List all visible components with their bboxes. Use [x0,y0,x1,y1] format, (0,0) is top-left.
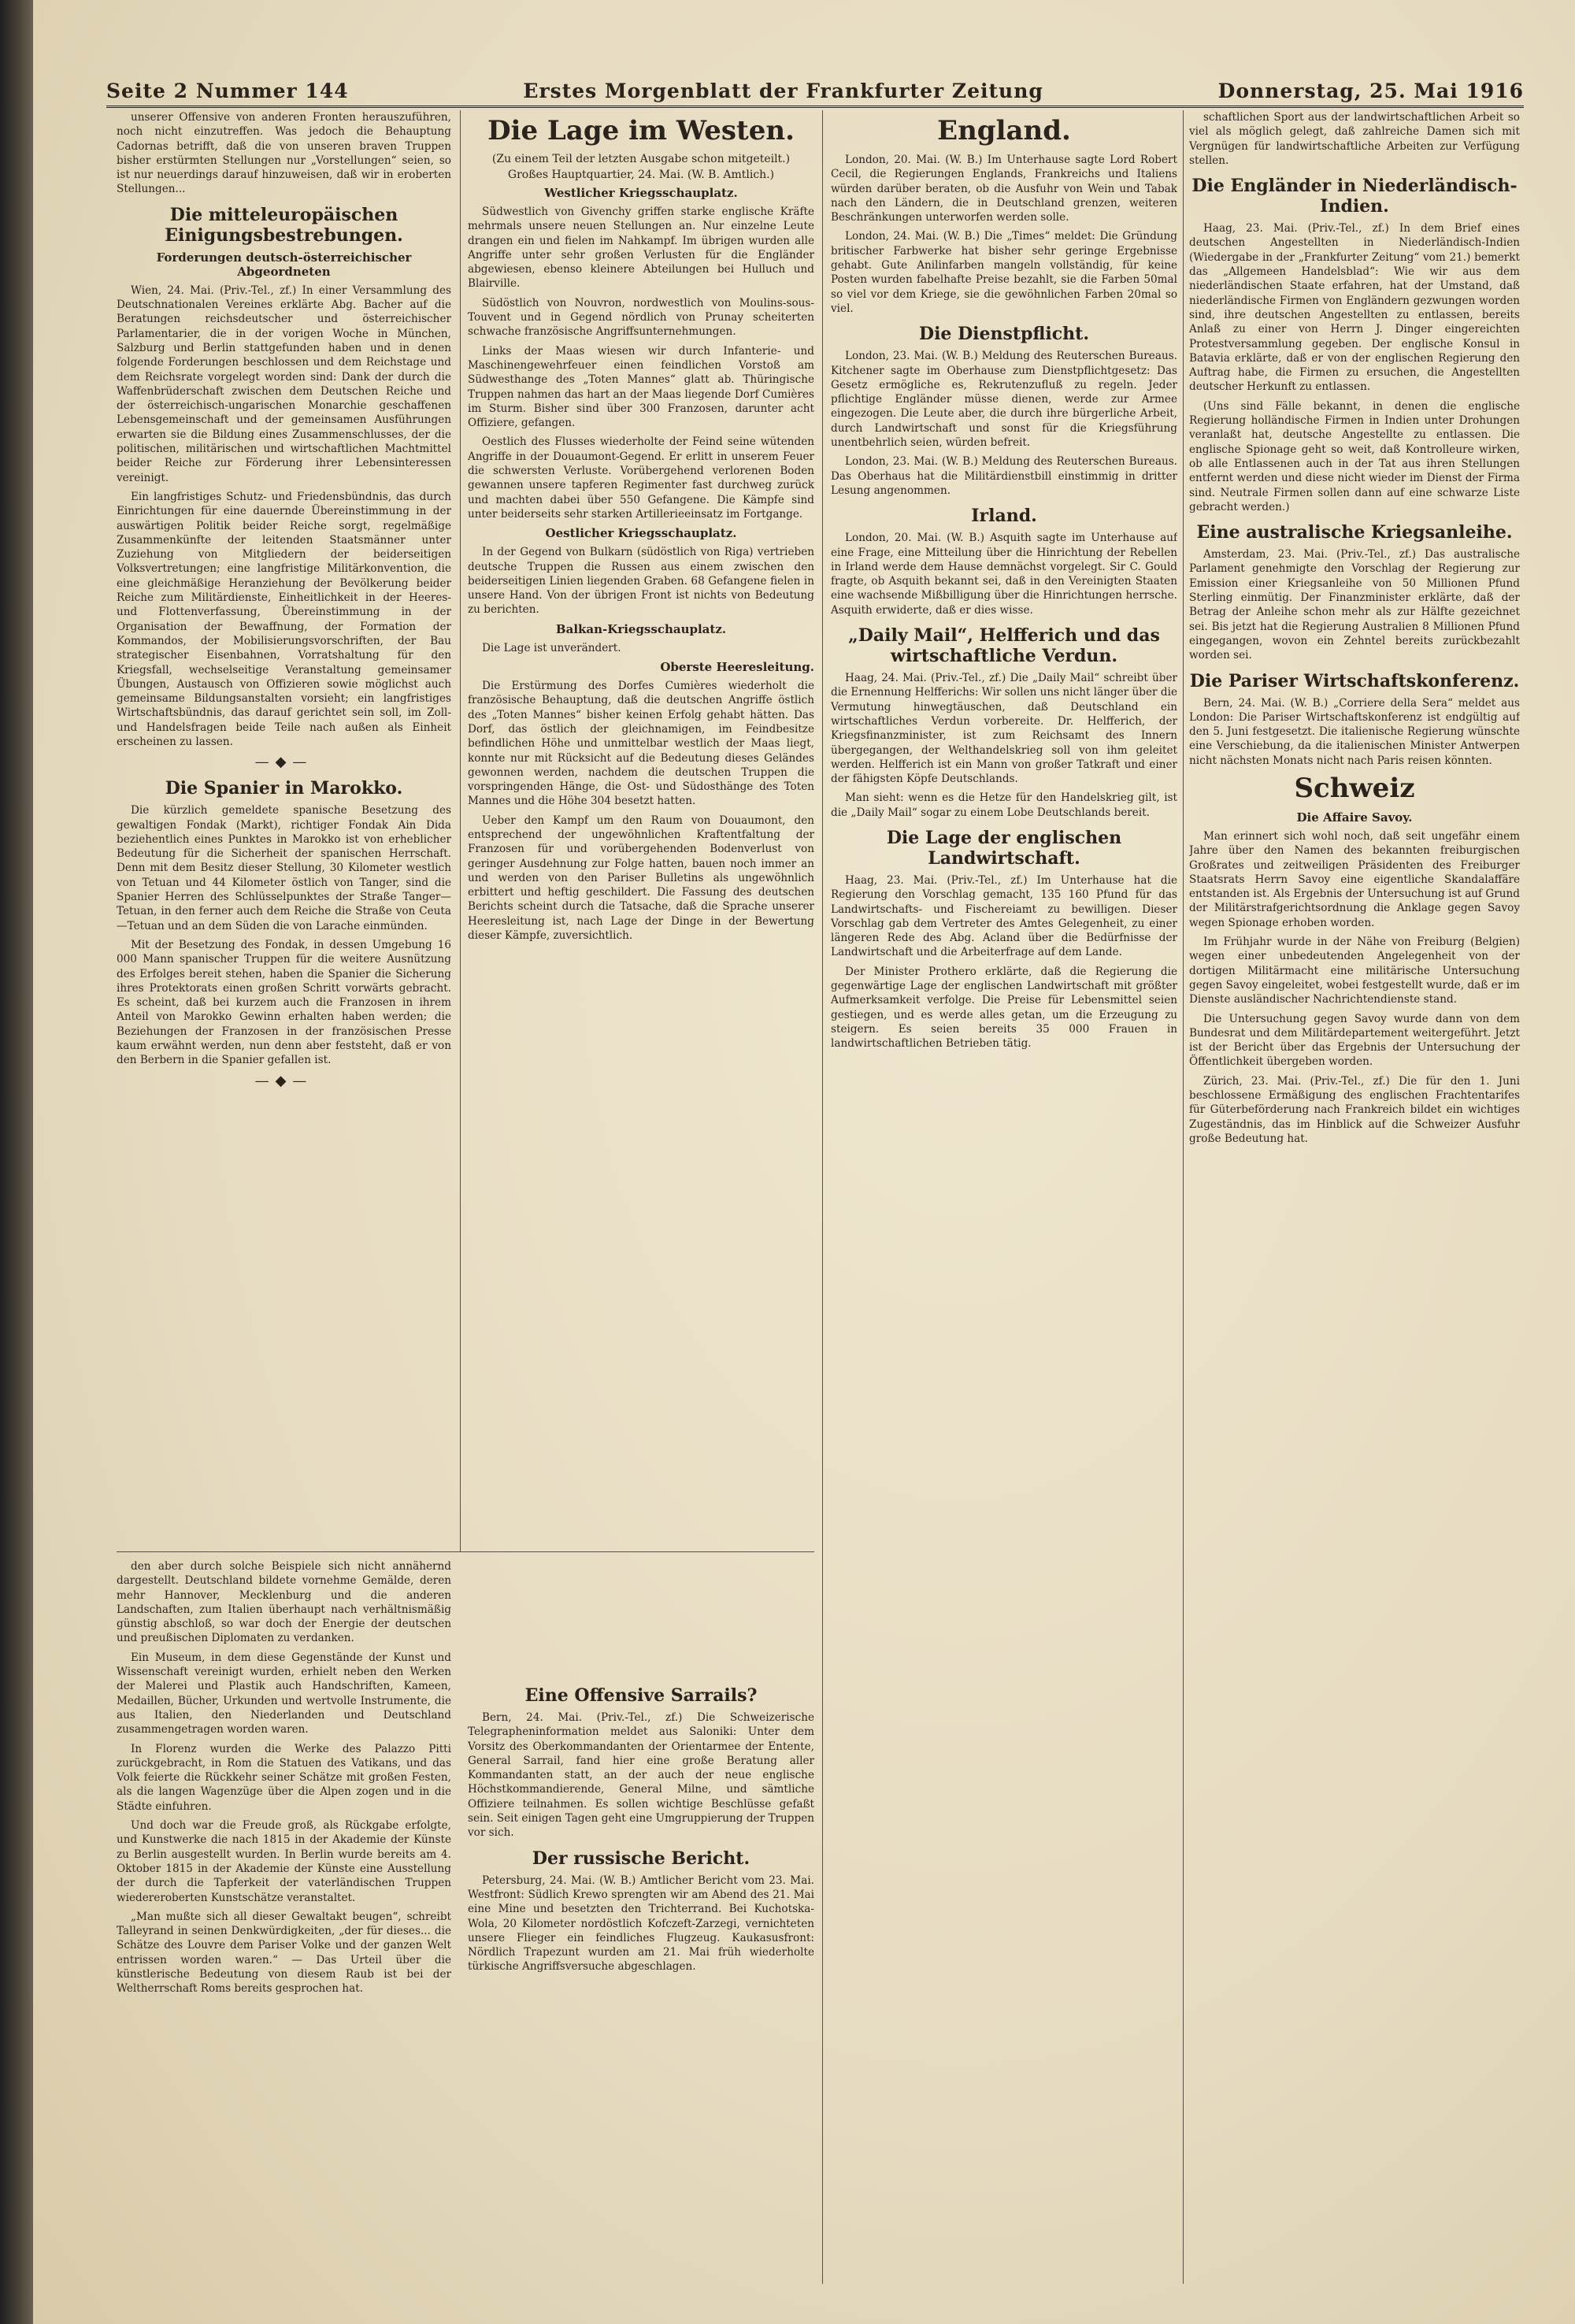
article-paragraph: Links der Maas wiesen wir durch Infanterie- und Maschinengewehrfeuer einen feindlichen Vorstoß am Südwesthange des „Toten Mannes“ glatt ab. Thüringische Truppen nahmen das hart an der Maas liegende Dorf Cumières im Sturm. Bisher sind über 300 Franzosen, darunter acht Offiziere, gefangen. [468,344,814,430]
column-rule [822,110,823,2284]
masthead [106,68,1524,108]
article-note: (Zu einem Teil der letzten Ausgabe schon mitgeteilt.) [491,153,791,165]
article-signature: Oberste Heeresleitung. [660,660,814,675]
article-paragraph: London, 23. Mai. (W. B.) Meldung des Reuterschen Bureaus. Kitchener sagte im Oberhause zum Dienstpflichtgesetz: Das Gesetz ermögliche es, Rekrutenzufluß zu regeln. Jeder pflichtige Engländer müsse dienen, werde zur Armee eingezogen. Die Leute aber, die durch ihre bürgerliche Arbeit, durch Landwirtschaft und sonst für die Kriegsführung unentbehrlich seien, würden befreit. [831,350,1177,450]
feuilleton-section [117,1559,451,2174]
article-heading: Schweiz [1294,772,1415,804]
column-3 [831,110,1177,2284]
column-2 [468,110,814,1677]
article-paragraph: Man sieht: wenn es die Hetze für den Handelskrieg gilt, ist die „Daily Mail“ sogar zu einem Lobe Deutschlands bereit. [831,791,1177,819]
article-paragraph: Man erinnert sich wohl noch, daß seit ungefähr einem Jahre über den Namen des bekannten freiburgischen Großrates und zeitweiligen Präsidenten des Freiburger Staatsrats Herrn Savoy eine eigentliche Skandalaffäre entstanden ist. Als Ergebnis der Untersuchung ist auf Grund der Militärstrafgerichtsordnung die Anklage gegen Savoy wegen Spionage erhoben worden. [1189,829,1520,929]
article-paragraph: Im Frühjahr wurde in der Nähe von Freiburg (Belgien) wegen einer unbedeutenden Angelegenheit von der dortigen Militärmacht eine militärische Untersuchung gegen Savoy eingeleitet, wobei festgestellt wurde, daß er im Dienste ausländischer Nachrichtendienste stand. [1189,936,1520,1006]
article-paragraph: Südöstlich von Nouvron, nordwestlich von Moulins-sous-Touvent und in Gegend nördlich von Prunay scheiterten schwache französische Angriffsunternehmungen. [468,296,814,339]
article-paragraph: London, 23. Mai. (W. B.) Meldung des Reuterschen Bureaus. Das Oberhaus hat die Militärdienstbill einstimmig in dritter Lesung angenommen. [831,455,1177,497]
article-heading: Die Lage im Westen. [487,115,795,146]
article-continuation: unserer Offensive von anderen Fronten herauszuführen, noch nicht einzutreffen. Was jedoch die Behauptung Cadornas betrifft, daß die von unseren braven Truppen bisher erstürmten Stellungen nur „Vorstellungen“ seien, so ist nur neuerdings darauf hinzuweisen, daß wir in eroberten Stellungen... [117,111,451,196]
article-paragraph: Ueber den Kampf um den Raum von Douaumont, den entsprechend der ungewöhnlichen Kraftentfaltung der Franzosen für und vorübergehenden Bodenverlust von geringer Ausdehnung zur Folge hatten, bauen noch immer an und werden von den Pariser Bulletins als ungewöhnlich erbittert und heftig geschildert. Die Fassung des deutschen Berichts scheint durch die Tatsache, daß die Sprache unserer Heeresleitung ist, nach Lage der Dinge in der Bewertung dieser Kämpfe, zuversichtlich. [468,814,814,943]
article-paragraph: Südwestlich von Givenchy griffen starke englische Kräfte mehrmals unsere neuen Stellungen an. Nur einzelne Leute drangen ein und fielen im Nahkampf. Im übrigen wurden alle Angriffe unter sehr großen Verlusten für die Engländer abgewiesen, ebenso kleinere Abteilungen bei Hulluch und Blairville. [468,206,814,291]
article-heading: Die mitteleuropäischen Einigungsbestrebungen. [165,204,403,246]
book-binding [0,0,33,2324]
article-heading: Die Engländer in Niederländisch-Indien. [1191,176,1518,217]
article-heading: Irland. [971,506,1037,527]
article-paragraph: Petersburg, 24. Mai. (W. B.) Amtlicher Bericht vom 23. Mai. Westfront: Südlich Krewo sprengten wir am Abend des 21. Mai eine Mine und besetzten den Trichterrand. Bei Kuchotska-Wola, 20 Kilometer nordöstlich Kofczeft-Zarzegi, vernichteten unsere Flieger ein feindliches Flugzeug. Kaukasusfront: Nördlich Trapezunt wurden am 21. Mai früh wiederholte türkische Angriffsversuche abgeschlagen. [468,1874,814,1974]
article-paragraph: London, 24. Mai. (W. B.) Die „Times“ meldet: Die Gründung britischer Farbwerke hat bisher sehr geringe Ergebnisse gehabt. Gute Anilinfarben mangeln vollständig, für keine Posten wurden fabelhafte Preise bezahlt, sie die Farben 50mal so viel vor dem Kriege, sie die gewöhnlichen Farben 20mal so viel. [831,230,1177,315]
column-4 [1189,110,1520,2284]
feuilleton-paragraph: Ein Museum, in dem diese Gegenstände der Kunst und Wissenschaft vereinigt wurden, erhielt neben den Werken der Malerei und Plastik auch Handschriften, Kameen, Medaillen, Bücher, Urkunden und wertvolle Instrumente, die aus Italien, den Niederlanden und Deutschland zusammengetragen worden waren. [117,1651,451,1737]
article-subheading: Oestlicher Kriegsschauplatz. [545,526,737,541]
article-paragraph: Die Lage ist unverändert. [482,641,621,654]
feuilleton-paragraph: In Florenz wurden die Werke des Palazzo Pitti zurückgebracht, in Rom die Statuen des Vatikans, und das Volk feierte die Rückkehr seiner Schätze mit großen Festen, als die langen Wagenzüge über die Alpen zogen und in die Städte einfuhren. [117,1742,451,1813]
article-paragraph: Amsterdam, 23. Mai. (Priv.-Tel., zf.) Das australische Parlament genehmigte den Vorschlag der Regierung zur Emission einer Kriegsanleihe von 50 Millionen Pfund Sterling einmütig. Der Finanzminister erklärte, daß der Betrag der Anleihe schon mehr als zur Hälfte gezeichnet sei. Bis jetzt hat die Regierung Australien 8 Millionen Pfund eingegangen, wovon ein Zehntel bereits zurückbezahlt worden sei. [1189,548,1520,662]
article-continuation: schaftlichen Sport aus der landwirtschaftlichen Arbeit so viel als möglich gelegt, daß zahlreiche Damen sich mit Vergnügen für landwirtschaftliche Arbeiten zur Verfügung stellen. [1189,111,1520,167]
masthead-date: Donnerstag, 25. Mai 1916 [1217,80,1524,102]
masthead-title: Erstes Morgenblatt der Frankfurter Zeitung [523,80,1043,102]
masthead-page-number: Seite 2 Nummer 144 [106,80,349,102]
article-heading: Die Pariser Wirtschaftskonferenz. [1189,670,1520,691]
article-paragraph: Der Minister Prothero erklärte, daß die Regierung die gegenwärtige Lage der englischen Landwirtschaft mit größter Aufmerksamkeit verfolge. Die Preise für Lebensmittel seien gestiegen, und es werde alles getan, um die Erzeugung zu steigern. Es seien bereits 35 000 Frauen in landwirtschaftlichen Betrieben tätig. [831,965,1177,1051]
article-heading: Eine Offensive Sarrails? [524,1685,758,1706]
column-rule [460,110,461,1551]
article-paragraph: Die Untersuchung gegen Savoy wurde dann von dem Bundesrat und dem Militärdepartement weitergeführt. Jetzt ist der Bericht über das Ergebnis der Untersuchung der Öffentlichkeit übergeben worden. [1189,1012,1520,1069]
article-paragraph: Die Erstürmung des Dorfes Cumières wiederholt die französische Behauptung, daß die deutschen Angriffe östlich des „Toten Mannes“ bisher keinen Erfolg gehabt hätten. Das Dorf, das östlich der gleichnamigen, im Feindbesitze befindlichen Höhe und unmittelbar westlich der Maas liegt, konnte nur mit Rücksicht auf die Bedeutung dieses Geländes gewonnen werden, nachdem die deutschen Truppen die vorspringenden Hänge, die Ost- und Südosthänge des Toten Mannes und die Höhe 304 besetzt hatten. [468,680,814,808]
section-ornament: —◆— [254,1072,313,1089]
article-dateline: Großes Hauptquartier, 24. Mai. (W. B. Amtlich.) [507,169,775,181]
article-paragraph: In der Gegend von Bulkarn (südöstlich von Riga) vertrieben deutsche Truppen die Russen aus einem zwischen den beiderseitigen Linien liegenden Graben. 68 Gefangene fielen in unsere Hand. Von der übrigen Front ist nichts von Bedeutung zu berichten. [468,546,814,617]
article-paragraph: Oestlich des Flusses wiederholte der Feind seine wütenden Angriffe in der Douaumont-Gegend. Er erlitt in unserem Feuer die schwersten Verluste. Vorübergehend verlorenen Boden gewannen unsere tapferen Regimenter fast durchweg zurück und machten dabei über 550 Gefangene. Die Kämpfe sind unter beiderseits sehr starken Artillerieeinsatz im Fortgange. [468,436,814,521]
column-2-lower [468,1677,814,2174]
article-heading: „Daily Mail“, Helfferich und das wirtschaftliche Verdun. [848,625,1160,667]
article-heading: Die Lage der englischen Landwirtschaft. [886,827,1122,869]
article-subheading: Westlicher Kriegsschauplatz. [544,186,738,200]
article-heading: Die Spanier in Marokko. [165,778,403,799]
article-paragraph: (Uns sind Fälle bekannt, in denen die englische Regierung holländische Firmen in Indien unter Drohungen veranlaßt hat, deutsche Angestellte zu entlassen. Die englische Spionage geht so weit, daß Kontrolleure wirken, ob alle Entlassenen auch in der Tat aus ihren Stellungen entfernt werden und diese nicht wieder im Dienst der Firma sind. Neutrale Firmen sollen dann auf eine schwarze Liste gebracht werden.) [1189,399,1520,513]
article-subheading: Forderungen deutsch-österreichischer Abgeordneten [156,250,412,279]
article-heading: Der russische Bericht. [532,1848,750,1869]
feuilleton-paragraph: den aber durch solche Beispiele sich nicht annähernd dargestellt. Deutschland bildete vornehme Gemälde, deren mehr Hannover, Mecklenburg und die anderen Landschaften, zum Italien überhaupt nach verhältnismäßig günstig abschloß, so war doch der Energie der deutschen und preußischen Diplomaten zu verdanken. [117,1560,451,1645]
article-subheading: Balkan-Kriegsschauplatz. [555,621,727,636]
article-heading: Die Dienstpflicht. [918,324,1089,345]
article-paragraph: Haag, 23. Mai. (Priv.-Tel., zf.) Im Unterhause hat die Regierung den Vorschlag gemacht, 135 160 Pfund für das Landwirtschafts- und Fischereiamt zu bewilligen. Dieser Vorschlag gab dem Vertreter des Amtes Gelegenheit, zu einer längeren Rede des Abg. Acland über die Bedürfnisse der Landwirtschaft und die Arbeiterfrage auf dem Lande. [831,873,1177,959]
article-paragraph: Ein langfristiges Schutz- und Friedensbündnis, das durch Einrichtungen für eine dauernde Übereinstimmung in der auswärtigen Politik beider Reiche sorgt, regelmäßige Zusammenkünfte der leitenden Staatsmänner unter Zuziehung von Mitgliedern der beiderseitigen Volksvertretungen; eine langfristige Militärkonvention, die eine gleichmäßige Heranziehung der Bevölkerung beider Reiche zum Militärdienste, Einheitlichkeit in der Heeres- und Flottenverfassung, Übereinstimmung in der Organisation der Bewaffnung, der Formation der Kommandos, der Mobilisierungsvorschriften, der Bau strategischer Eisenbahnen, Vorratshaltung für den Kriegsfall, wechselseitige Veranstaltung gemeinsamer Übungen, Austausch von Offizieren sowie möglichst auch gemeinsame Bildungsanstalten vorsieht; ein langfristiges Wirtschaftsbündnis, das darauf gerichtet sein soll, im Zoll- und Handelsfragen beide Teile nach außen als Einheit erscheinen zu lassen. [117,490,451,748]
article-paragraph: Bern, 24. Mai. (W. B.) „Corriere della Sera“ meldet aus London: Die Pariser Wirtschaftskonferenz ist endgültig auf den 5. Juni festgesetzt. Die italienische Regierung wünschte eine Verschiebung, da die italienischen Minister Antwerpen nicht nächsten Monats nicht nach Paris reisen könnten. [1189,696,1520,767]
article-subheading: Die Affaire Savoy. [1296,810,1413,825]
article-paragraph: Zürich, 23. Mai. (Priv.-Tel., zf.) Die für den 1. Juni beschlossene Ermäßigung des englischen Frachtentarifes für Güterbeförderung nach Frankreich bildet ein wichtiges Zugeständnis, das im Hinblick auf die Schweizer Ausfuhr große Bedeutung hat. [1189,1074,1520,1145]
feuilleton-paragraph: Und doch war die Freude groß, als Rückgabe erfolgte, und Kunstwerke die nach 1815 in der Akademie der Künste zu Berlin ausgestellt wurden. In Berlin wurde bereits am 4. Oktober 1815 in der Akademie der Künste eine Ausstellung der durch die Tapferkeit der vaterländischen Truppen wiedereroberten Kunstschätze veranstaltet. [117,1819,451,1904]
feuilleton-paragraph: „Man mußte sich all dieser Gewaltakt beugen“, schreibt Talleyrand in seinen Denkwürdigkeiten, „der für dieses... die Schätze des Louvre dem Pariser Volke und der ganzen Welt entrissen worden waren.“ — Das Urteil über die künstlerische Bedeutung von diesem Raub ist bei der Weltherrschaft Roms bereits gesprochen hat. [117,1910,451,1996]
article-paragraph: Bern, 24. Mai. (Priv.-Tel., zf.) Die Schweizerische Telegrapheninformation meldet aus Saloniki: Unter dem Vorsitz des Oberkommandanten der Orientarmee der Entente, General Sarrail, fand hier eine große Beratung aller Kommandanten statt, an der auch der neue englische Höchstkommandierende, General Milne, und sämtliche Offiziere teilnahmen. Es sollen wichtige Beschlüsse gefaßt sein. Seit einigen Tagen geht eine Umgruppierung der Truppen vor sich. [468,1711,814,1840]
article-paragraph: London, 20. Mai. (W. B.) Im Unterhause sagte Lord Robert Cecil, die Regierungen Englands, Frankreichs und Italiens würden darüber beraten, ob die Ausfuhr von Wein und Tabak nach den Ländern, die in Deutschland grenzen, weiteren Beschränkungen unterworfen werden solle. [831,154,1177,224]
column-rule [1183,110,1184,2284]
article-paragraph: Haag, 24. Mai. (Priv.-Tel., zf.) Die „Daily Mail“ schreibt über die Ernennung Helfferichs: Wir sollen uns nicht länger über die Vermutung hinwegtäuschen, daß Deutschland ein wirtschaftliches Verdun vorbereite. Dr. Helfferich, der Kriegsfinanzminister, ist zum Reichsamt des Innern übergegangen, der Welthandelskrieg soll von ihm geleitet werden. Helfferich ist ein Mann von großer Tatkraft und einer der fähigsten Köpfe Deutschlands. [831,672,1177,786]
article-paragraph: Haag, 23. Mai. (Priv.-Tel., zf.) In dem Brief eines deutschen Angestellten in Niederländisch-Indien (Wiedergabe in der „Frankfurter Zeitung“ vom 21.) bemerkt das „Allgemeen Handelsblad“: Wie wir aus dem niederländischen Staate erfahren, hat der Umstand, daß niederländische Firmen von Engländern gezwungen worden sind, ihre deutschen Angestellten zu entlassen, bereits Anlaß zu einer von Herrn J. Dinger eingereichten Protestversammlung gegeben. Der englische Konsul in Batavia erklärte, daß er von der englischen Regierung den Auftrag habe, die Firmen zu ersuchen, die Angestellten deutscher Herkunft zu entlassen. [1189,222,1520,394]
article-paragraph: Mit der Besetzung des Fondak, in dessen Umgebung 16 000 Mann spanischer Truppen für die weitere Ausnützung des Erfolges bereit stehen, haben die Spanier die Sicherung ihres Protektorats einen großen Schritt vorwärts gebracht. Es scheint, daß bei kurzem auch die Franzosen in ihrem Anteil von Marokko Gewinn erhalten haben werden; die Beziehungen der Franzosen in der französischen Presse kaum erwähnt werden, nun denn aber feststeht, daß er von den Berbern in die Spanier gefallen ist. [117,938,451,1067]
article-paragraph: London, 20. Mai. (W. B.) Asquith sagte im Unterhause auf eine Frage, eine Mitteilung über die Hinrichtung der Rebellen in Irland werde dem Hause demnächst vorgelegt. Sir C. Gould fragte, ob Asquith bekannt sei, daß in den Vereinigten Staaten eine wachsende Mißbilligung über die Hinrichtungen herrsche. Asquith erwiderte, daß er dies wisse. [831,532,1177,617]
article-paragraph: Die kürzlich gemeldete spanische Besetzung des gewaltigen Fondak (Markt), richtiger Fondak Ain Dida beziehentlich eines Punktes in Marokko ist von erheblicher Bedeutung für die Sicherheit der spanischen Herrschaft. Denn mit dem Besitz dieser Stellung, 30 Kilometer westlich von Tetuan und 44 Kilometer östlich von Tanger, sind die Spanier Herren des Schlüsselpunktes der Straße Tanger—Tetuan, in den ferner auch dem Reiche die Straße von Ceuta—Tetuan und an dem Süden die von Larache einmünden. [117,804,451,932]
section-ornament: —◆— [254,754,313,771]
article-paragraph: Wien, 24. Mai. (Priv.-Tel., zf.) In einer Versammlung des Deutschnationalen Vereines erklärte Abg. Bacher auf die Beratungen reichsdeutscher und österreichischer Parlamentarier, die in der vorigen Woche in München, Salzburg und Berlin stattgefunden haben und in denen folgende Forderungen beschlossen und dem Reichstage und dem Reichsrate vorgelegt worden sind: Dank der durch die Waffenbrüderschaft zwischen dem Deutschen Reiche und der österreichisch-ungarischen Monarchie geschaffenen Lebensgemeinschaft und der gemeinsamen Ausführungen erwarten sie die Bildung eines Zusammenschlusses, der die politischen, militärischen und wirtschaftlichen Machtmittel beider Reiche zur Förderung ihrer Lebensinteressen vereinigt. [117,284,451,484]
article-heading: Eine australische Kriegsanleihe. [1196,522,1513,543]
article-heading: England. [937,115,1071,146]
